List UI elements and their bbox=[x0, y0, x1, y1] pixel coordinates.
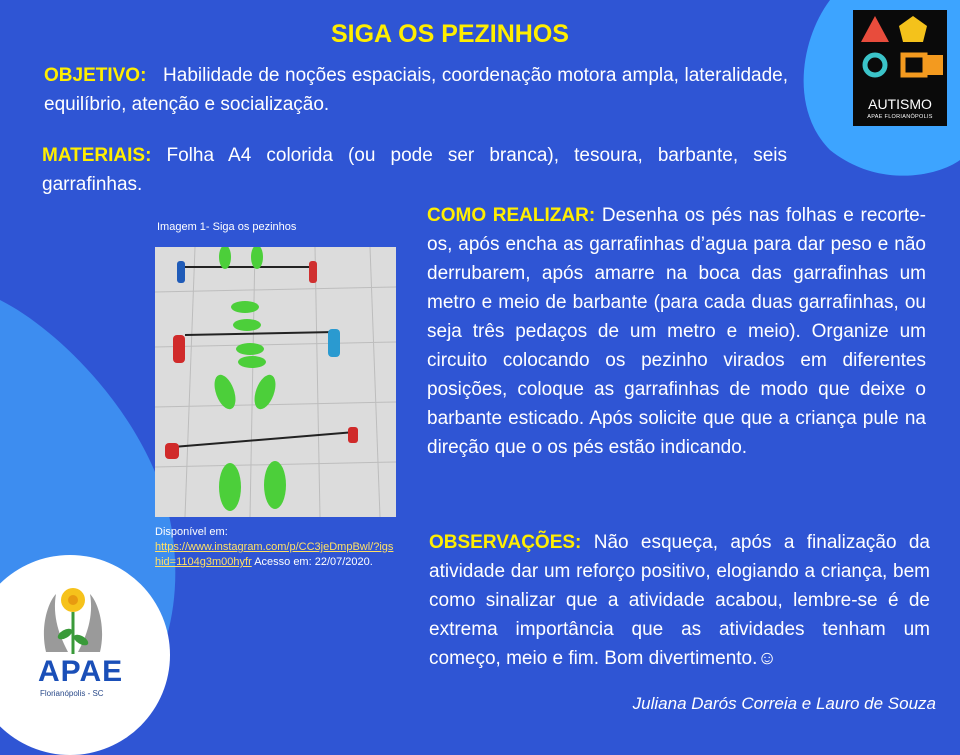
autism-logo-text: AUTISMO bbox=[868, 96, 932, 112]
apae-logo-text: APAE bbox=[38, 655, 124, 688]
activity-photo bbox=[155, 247, 396, 517]
observacoes-text: Não esqueça, após a finalização da atividade dar um reforço positivo, elogiando a criança, bem como sinalizar que a atividade acabou, lembre-se é de extrema importância que as atividades tenham um começo, meio e fim. Bom divertimento. bbox=[429, 532, 930, 669]
materiais-text: Folha A4 colorida (ou pode ser branca), tesoura, barbante, seis garrafinhas. bbox=[42, 145, 787, 195]
materiais-section bbox=[42, 141, 787, 199]
autism-logo bbox=[853, 10, 947, 126]
autism-logo-subtext: APAE FLORIANÓPOLIS bbox=[867, 114, 933, 120]
source-link[interactable]: https://www.instagram.com/p/CC3jeDmpBwl/?igshid=1104g3m00hyfr bbox=[155, 541, 394, 568]
smiley-icon: ☺ bbox=[757, 648, 777, 669]
como-realizar-label: COMO REALIZAR: bbox=[427, 205, 596, 226]
apae-logo-subtext: Florianópolis - SC bbox=[40, 689, 104, 698]
objetivo-section bbox=[44, 61, 788, 119]
page-title: SIGA OS PEZINHOS bbox=[330, 20, 569, 48]
observacoes-section bbox=[429, 528, 930, 673]
source-prefix: Disponível em: bbox=[155, 526, 228, 538]
objetivo-text: Habilidade de noções espaciais, coordenação motora ampla, lateralidade, equilíbrio, atenção e socialização. bbox=[44, 65, 789, 115]
observacoes-label: OBSERVAÇÕES: bbox=[429, 532, 582, 553]
como-realizar-section bbox=[427, 201, 926, 462]
como-realizar-text: Desenha os pés nas folhas e recorte-os, após encha as garrafinhas d’agua para dar peso e não derrubarem, após amarre na boca das garrafinhas um metro e meio de barbante (para cada duas garrafinhas, ou seja três pedaços de um metro e meio). Organize um circuito colocando os pezinho virados em diferentes posições, coloque as garrafinhas de modo que deixe o barbante esticado. Após solicite que que a criança pule na direção que o os pés estão indicando. bbox=[427, 205, 927, 458]
apae-flower-icon bbox=[38, 582, 108, 657]
image-source bbox=[155, 525, 395, 570]
autism-shapes-icon bbox=[853, 10, 947, 94]
materiais-label: MATERIAIS: bbox=[42, 145, 152, 166]
image-caption: Imagem 1- Siga os pezinhos bbox=[157, 221, 297, 233]
objetivo-label: OBJETIVO: bbox=[44, 65, 147, 86]
author-credit: Juliana Darós Correia e Lauro de Souza bbox=[632, 694, 936, 713]
access-date: Acesso em: 22/07/2020. bbox=[254, 556, 373, 568]
